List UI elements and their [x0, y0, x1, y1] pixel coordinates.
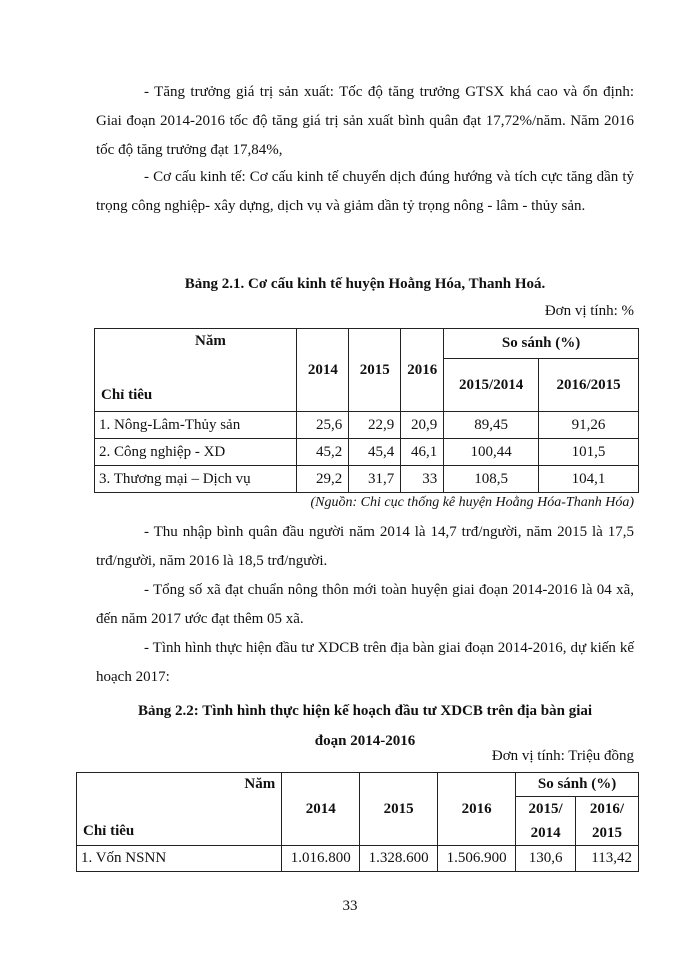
cell: 100,44 — [444, 439, 539, 466]
table1-year-2016: 2016 — [401, 329, 444, 412]
table2-compare-label: So sánh (%) — [516, 773, 639, 797]
cell: 1.016.800 — [282, 846, 360, 872]
table2-header-year: Năm — [244, 776, 276, 792]
cell: 130,6 — [516, 846, 576, 872]
cell: 101,5 — [539, 439, 639, 466]
cell: 45,2 — [297, 439, 349, 466]
cell: 91,26 — [539, 412, 639, 439]
table1-compare-col-2: 2016/2015 — [539, 359, 639, 412]
table2-compare-col-2 — [576, 797, 639, 846]
table1-header-cell — [95, 329, 297, 412]
cell: 104,1 — [539, 466, 639, 493]
paragraph-investment: - Tình hình thực hiện đầu tư XDCB trên địa bàn giai đoạn 2014-2016, dự kiến kế hoạch 2017: — [96, 640, 634, 685]
table2-title — [96, 696, 634, 756]
cell: 20,9 — [401, 412, 444, 439]
compare-top: 2016/ — [589, 801, 625, 817]
paragraph-income: - Thu nhập bình quân đầu người năm 2014 là 14,7 trđ/người, năm 2015 là 17,5 trđ/người, năm 2016 là 18,5 trđ/người. — [96, 524, 634, 569]
table2-year-2014: 2014 — [282, 773, 360, 846]
compare-bottom: 2014 — [530, 825, 561, 841]
paragraph-structure: - Cơ cấu kinh tế: Cơ cấu kinh tế chuyển dịch đúng hướng và tích cực tăng dần tỷ trọng công nghiệp- xây dựng, dịch vụ và giảm dần tỷ trọng nông - lâm - thủy sản. — [96, 169, 634, 214]
table1-unit: Đơn vị tính: % — [544, 303, 634, 319]
table1-source: (Nguồn: Chi cục thống kê huyện Hoằng Hóa-Thanh Hóa) — [310, 495, 634, 510]
cell: 22,9 — [349, 412, 401, 439]
cell: 1.328.600 — [360, 846, 438, 872]
table2-year-2015: 2015 — [360, 773, 438, 846]
table1-title: Bảng 2.1. Cơ cấu kinh tế huyện Hoằng Hóa, Thanh Hoá. — [184, 276, 546, 292]
cell: 113,42 — [576, 846, 639, 872]
table-row — [95, 466, 639, 493]
table1-year-2014: 2014 — [297, 329, 349, 412]
row-label: 1. Vốn NSNN — [77, 846, 282, 872]
cell: 33 — [401, 466, 444, 493]
table2-unit: Đơn vị tính: Triệu đồng — [491, 748, 634, 764]
paragraph-new-rural: - Tổng số xã đạt chuẩn nông thôn mới toàn huyện giai đoạn 2014-2016 là 04 xã, đến năm 2017 ước đạt thêm 05 xã. — [96, 582, 634, 627]
compare-top: 2015/ — [528, 801, 563, 817]
table1-header-year: Năm — [195, 333, 226, 349]
table1-header-item: Chỉ tiêu — [101, 387, 153, 403]
cell: 29,2 — [297, 466, 349, 493]
table2-compare-col-1 — [516, 797, 576, 846]
cell: 31,7 — [349, 466, 401, 493]
table1-compare-col-1: 2015/2014 — [444, 359, 539, 412]
cell: 89,45 — [444, 412, 539, 439]
paragraph-growth: - Tăng trưởng giá trị sản xuất: Tốc độ tăng trưởng GTSX khá cao và ổn định: Giai đoạn 2014-2016 tốc độ tăng giá trị sản xuất bình quân đạt 17,72%/năm. Năm 2016 tốc độ tăng trưởng đạt 17,84%, — [96, 84, 634, 158]
table1-compare-label: So sánh (%) — [444, 329, 639, 359]
table2-header-item: Chỉ tiêu — [83, 823, 135, 839]
cell: 108,5 — [444, 466, 539, 493]
table-row — [95, 439, 639, 466]
table2-header-cell — [77, 773, 282, 846]
table1 — [94, 328, 639, 493]
table-row — [77, 846, 639, 872]
row-label: 1. Nông-Lâm-Thủy sản — [95, 412, 297, 439]
table1-year-2015: 2015 — [349, 329, 401, 412]
cell: 1.506.900 — [438, 846, 516, 872]
cell: 46,1 — [401, 439, 444, 466]
row-label: 3. Thương mại – Dịch vụ — [95, 466, 297, 493]
table2-title-line2: đoạn 2014-2016 — [314, 733, 416, 749]
table2 — [76, 772, 639, 872]
compare-bottom: 2015 — [592, 825, 622, 841]
page-number: 33 — [342, 898, 358, 914]
table2-title-line1: Bảng 2.2: Tình hình thực hiện kế hoạch đầu tư XDCB trên địa bàn giai — [137, 703, 593, 719]
row-label: 2. Công nghiệp - XD — [95, 439, 297, 466]
cell: 45,4 — [349, 439, 401, 466]
table-row — [95, 412, 639, 439]
table2-year-2016: 2016 — [438, 773, 516, 846]
cell: 25,6 — [297, 412, 349, 439]
